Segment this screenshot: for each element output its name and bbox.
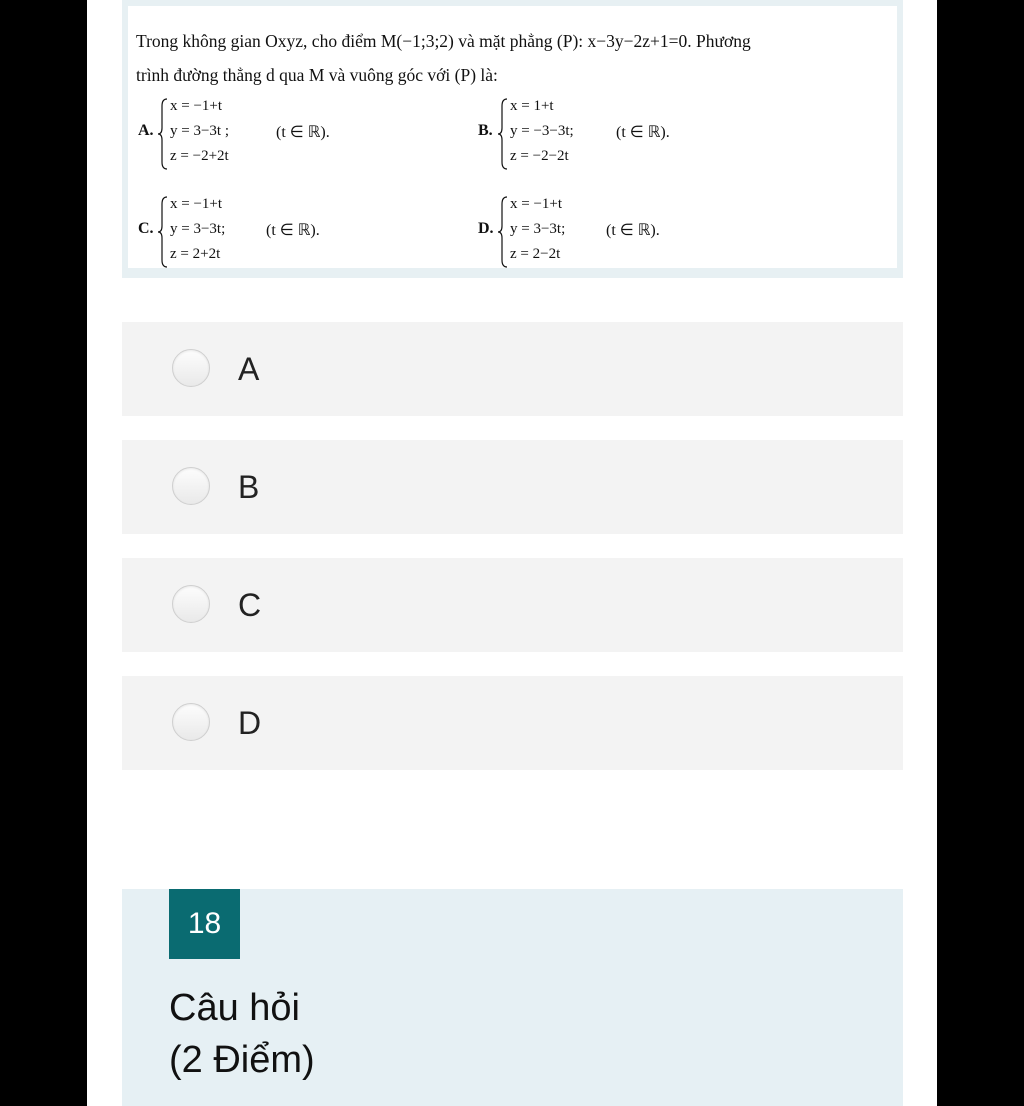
parameter-domain: (t ∈ ℝ).: [276, 124, 330, 141]
choice-b[interactable]: [122, 440, 903, 534]
form-page: [87, 0, 937, 1106]
parameter-domain: (t ∈ ℝ).: [266, 222, 320, 239]
option-letter: C.: [138, 220, 154, 237]
equation-line: x = 1+t: [510, 98, 554, 114]
equation-line: z = −2+2t: [170, 148, 229, 164]
equation-line: z = −2−2t: [510, 148, 569, 164]
radio-button[interactable]: [172, 585, 210, 623]
equation-line: x = −1+t: [170, 98, 223, 114]
equation-line: z = 2+2t: [170, 246, 221, 262]
choice-d[interactable]: [122, 676, 903, 770]
equation-system: [510, 94, 574, 169]
option-letter: A.: [138, 122, 154, 139]
brace-icon: [498, 196, 508, 268]
equation-line: y = −3−3t;: [510, 123, 574, 139]
choice-a[interactable]: [122, 322, 903, 416]
question-title: Câu hỏi: [169, 987, 300, 1029]
option-letter: B.: [478, 122, 493, 139]
question-number-badge: 18: [169, 889, 240, 959]
choice-label[interactable]: A: [238, 351, 260, 387]
equation-line: x = −1+t: [170, 196, 223, 212]
question-points: (2 Điểm): [169, 1039, 315, 1081]
question-image: [128, 6, 897, 268]
equation-system: [510, 192, 565, 267]
equation-line: z = 2−2t: [510, 246, 561, 262]
choice-label[interactable]: C: [238, 587, 262, 623]
radio-button[interactable]: [172, 467, 210, 505]
brace-icon: [158, 98, 168, 170]
option-letter: D.: [478, 220, 494, 237]
choice-c[interactable]: [122, 558, 903, 652]
parameter-domain: (t ∈ ℝ).: [616, 124, 670, 141]
question-line-2: trình đường thẳng d qua M và vuông góc với (P) là:: [136, 65, 498, 85]
brace-icon: [158, 196, 168, 268]
radio-button[interactable]: [172, 349, 210, 387]
choice-label[interactable]: B: [238, 469, 260, 505]
equation-line: y = 3−3t;: [170, 221, 226, 237]
equation-system: [170, 192, 225, 267]
next-question-card: [122, 889, 903, 1106]
question-card: [122, 0, 903, 278]
radio-button[interactable]: [172, 703, 210, 741]
equation-line: y = 3−3t ;: [170, 123, 230, 139]
equation-line: y = 3−3t;: [510, 221, 566, 237]
question-text: [136, 24, 891, 92]
parameter-domain: (t ∈ ℝ).: [606, 222, 660, 239]
question-line-1: Trong không gian Oxyz, cho điểm M(−1;3;2) và mặt phẳng (P): x−3y−2z+1=0. Phương: [136, 31, 751, 51]
brace-icon: [498, 98, 508, 170]
choice-label[interactable]: D: [238, 705, 262, 741]
equation-system: [170, 94, 229, 169]
equation-line: x = −1+t: [510, 196, 563, 212]
